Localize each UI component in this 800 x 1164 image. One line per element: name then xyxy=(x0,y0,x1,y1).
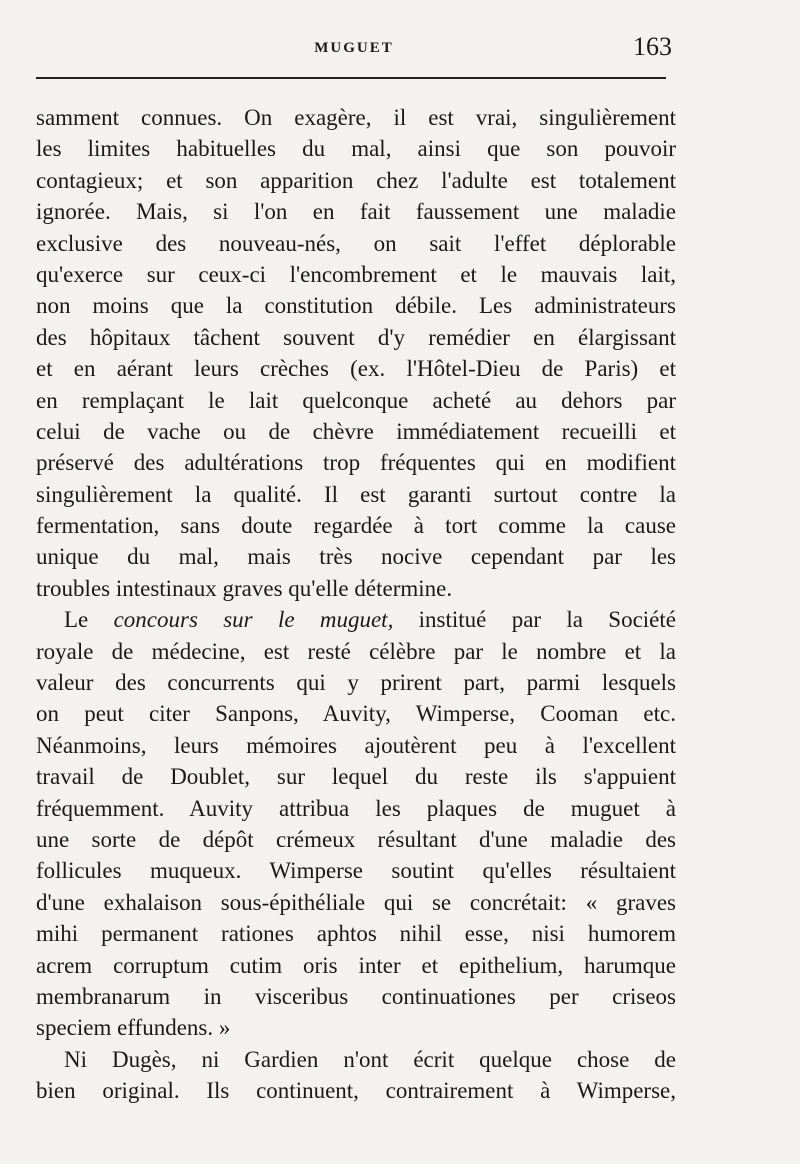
text-line: fermentation, sans doute regardée à tort comme la cause xyxy=(36,513,676,539)
text-line: les limites habituelles du mal, ainsi que son pouvoir xyxy=(36,136,676,162)
text-line: Ni Dugès, ni Gardien n'ont écrit quelque chose de xyxy=(64,1046,676,1072)
text-line: qu'exerce sur ceux-ci l'encombrement et le mauvais lait, xyxy=(36,261,676,287)
paragraph xyxy=(36,102,676,604)
text-line: unique du mal, mais très nocive cependant par les xyxy=(36,544,676,570)
text-line: ignorée. Mais, si l'on en fait faussement une maladie xyxy=(36,199,676,225)
italic-title: concours sur le muguet, xyxy=(113,607,394,633)
text-line: celui de vache ou de chèvre immédiatement recueilli et xyxy=(36,418,676,444)
text-line: fréquemment. Auvity attribua les plaques de muguet à xyxy=(36,795,676,821)
text-line: troubles intestinaux graves qu'elle détermine. xyxy=(36,575,453,601)
paragraph xyxy=(36,1044,676,1107)
text-line: bien original. Ils continuent, contrairement à Wimperse, xyxy=(36,1078,676,1104)
text-line: d'une exhalaison sous-épithéliale qui se concrétait: « graves xyxy=(36,889,676,915)
text-line xyxy=(36,604,676,635)
text-line: exclusive des nouveau-nés, on sait l'effet déplorable xyxy=(36,230,676,256)
text-line: Néanmoins, leurs mémoires ajoutèrent peu à l'excellent xyxy=(36,732,676,758)
text-line: une sorte de dépôt crémeux résultant d'une maladie des xyxy=(36,826,676,852)
text-line: et en aérant leurs crèches (ex. l'Hôtel-Dieu de Paris) et xyxy=(36,356,676,382)
header-rule xyxy=(36,77,666,79)
page-number: 163 xyxy=(633,32,672,61)
text-line: non moins que la constitution débile. Les administrateurs xyxy=(36,293,676,319)
text-line: royale de médecine, est resté célèbre par le nombre et la xyxy=(36,638,676,664)
text-line: préservé des adultérations trop fréquentes qui en modifient xyxy=(36,450,676,476)
text-line: mihi permanent rationes aphtos nihil esse, nisi humorem xyxy=(36,921,676,947)
text-run: Le xyxy=(64,607,114,633)
text-line: en remplaçant le lait quelconque acheté au dehors par xyxy=(36,387,676,413)
text-line: valeur des concurrents qui y prirent part, parmi lesquels xyxy=(36,670,676,696)
text-line: samment connues. On exagère, il est vrai, singulièrement xyxy=(36,105,676,130)
text-run: institué par la Société xyxy=(393,607,676,633)
text-line: membranarum in visceribus continuationes per criseos xyxy=(36,983,676,1009)
body-text xyxy=(36,102,676,1107)
paragraph xyxy=(36,604,676,1043)
text-line: singulièrement la qualité. Il est garanti surtout contre la xyxy=(36,481,676,507)
running-title: MUGUET xyxy=(314,40,394,56)
text-line: follicules muqueux. Wimperse soutint qu'elles résultaient xyxy=(36,858,676,884)
text-line: on peut citer Sanpons, Auvity, Wimperse, Cooman etc. xyxy=(36,701,676,727)
text-line: acrem corruptum cutim oris inter et epithelium, harumque xyxy=(36,952,676,978)
running-head xyxy=(36,30,672,64)
text-line: speciem effundens. » xyxy=(36,1015,231,1041)
text-line: des hôpitaux tâchent souvent d'y remédier en élargissant xyxy=(36,324,676,350)
text-line: travail de Doublet, sur lequel du reste ils s'appuient xyxy=(36,764,676,790)
text-line: contagieux; et son apparition chez l'adulte est totalement xyxy=(36,167,676,193)
